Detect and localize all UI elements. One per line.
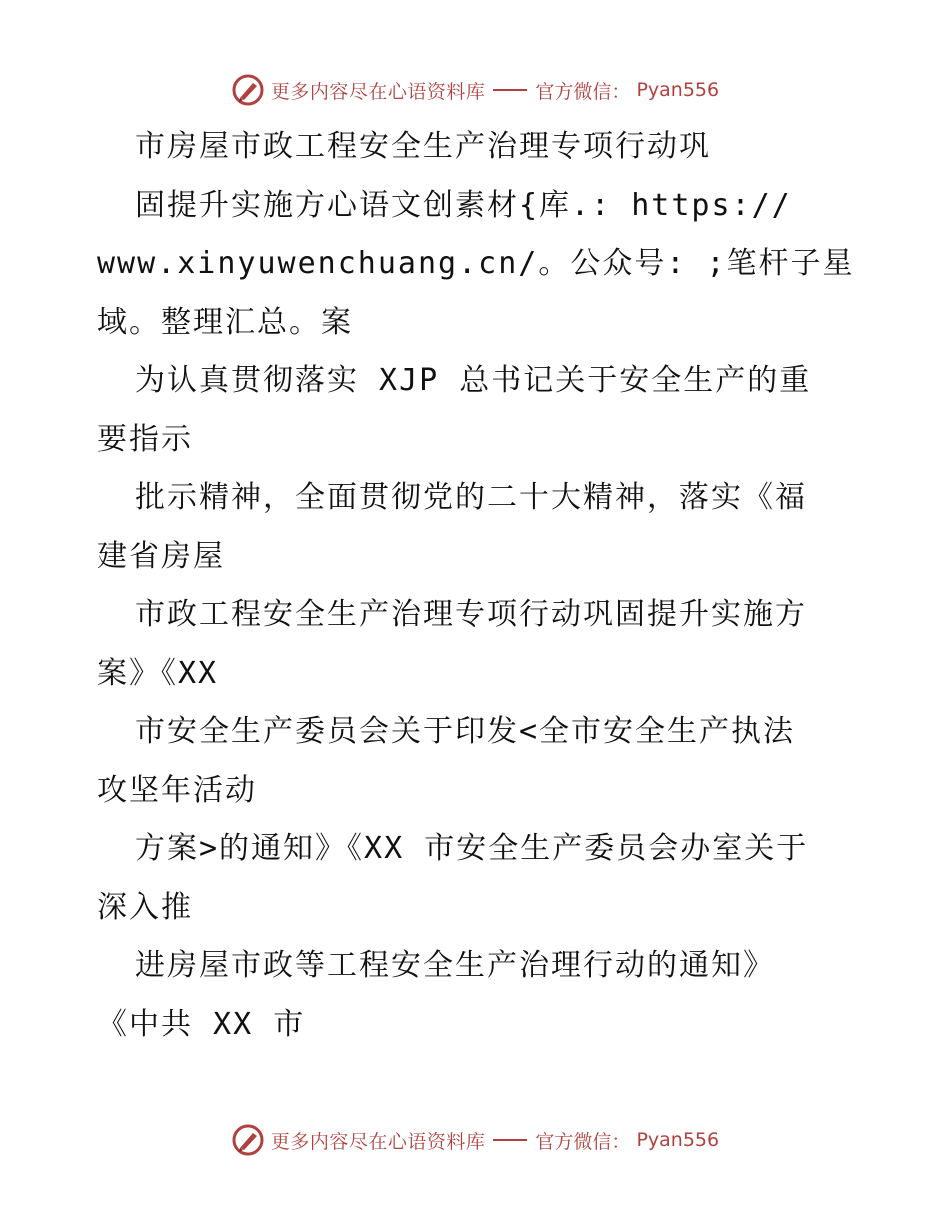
footer-banner xyxy=(0,1120,950,1160)
text-line: 深入推 xyxy=(97,889,193,925)
text-line: 建省房屋 xyxy=(97,538,225,574)
text-line: 批示精神，全面贯彻党的二十大精神，落实《福 xyxy=(135,480,807,515)
document-body xyxy=(97,118,857,1054)
text-line: www.xinyuwenchuang.cn/。公众号: ;笔杆子星 xyxy=(97,246,855,281)
banner-wechat-id: Pyan556 xyxy=(636,1129,720,1151)
text-line: 案》《XX xyxy=(97,655,219,691)
banner-dash xyxy=(493,89,527,91)
header-banner xyxy=(0,70,950,110)
text-line: 进房屋市政等工程安全生产治理行动的通知》 xyxy=(135,948,775,983)
text-line: 固提升实施方心语文创素材{库.: https:// xyxy=(135,187,792,223)
text-line: 攻坚年活动 xyxy=(97,772,257,808)
text-line: 域。整理汇总。案 xyxy=(97,304,353,340)
text-line: 方案>的通知》《XX 市安全生产委员会办室关于 xyxy=(135,831,809,866)
banner-title: 更多内容尽在心语资料库 xyxy=(270,1130,486,1153)
text-line: 要指示 xyxy=(97,421,193,457)
banner-dash xyxy=(493,1139,527,1141)
text-line: 市房屋市政工程安全生产治理专项行动巩 xyxy=(135,129,711,164)
banner-wechat-label: 官方微信： xyxy=(535,80,631,103)
banner-title: 更多内容尽在心语资料库 xyxy=(270,80,486,103)
banner-wechat-label: 官方微信： xyxy=(535,1130,631,1153)
text-line: 市政工程安全生产治理专项行动巩固提升实施方 xyxy=(135,597,807,632)
pen-logo-icon xyxy=(231,73,265,107)
banner-wechat-id: Pyan556 xyxy=(636,79,720,101)
text-line: 《中共 XX 市 xyxy=(97,1006,306,1042)
text-line: 为认真贯彻落实 XJP 总书记关于安全生产的重 xyxy=(135,363,812,398)
text-line: 市安全生产委员会关于印发<全市安全生产执法 xyxy=(135,714,796,749)
pen-logo-icon xyxy=(231,1123,265,1157)
